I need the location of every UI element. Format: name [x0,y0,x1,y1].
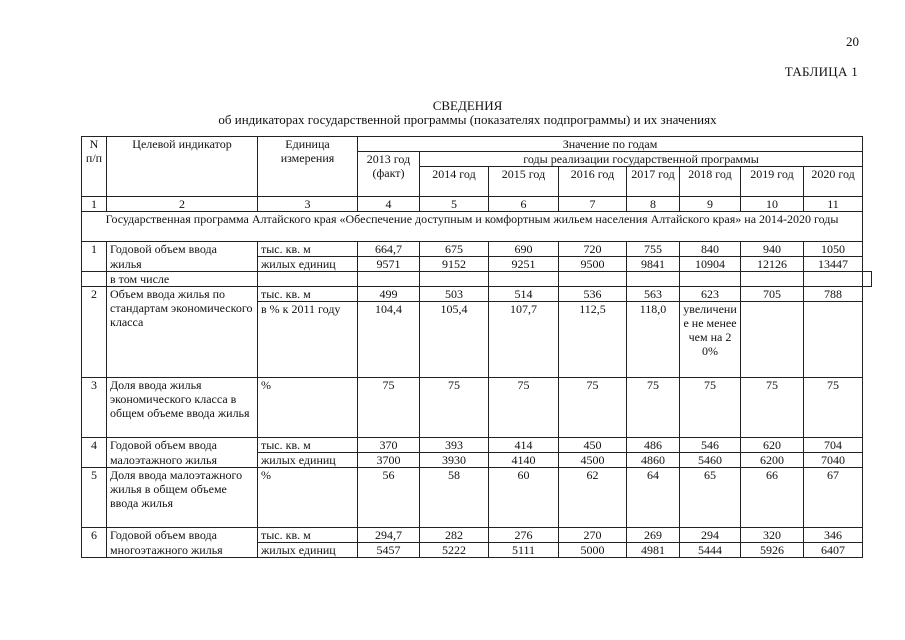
value-cell: 4500 [559,453,627,468]
value-cell: 282 [420,528,489,543]
value-cell: 1050 [804,242,863,257]
header-year: 2019 год [741,167,804,197]
value-cell: 788 [804,287,863,302]
value-cell: 3700 [358,453,420,468]
document-subtitle: об индикаторах государственной программы (показателях подпрограммы) и их значениях [218,112,717,127]
empty-cell [680,272,741,287]
value-cell: 107,7 [489,302,559,378]
value-cell: 675 [420,242,489,257]
value-cell: 546 [680,438,741,453]
value-cell: 486 [627,438,680,453]
value-cell [741,302,804,378]
header-values-by-year: Значение по годам [358,137,863,152]
value-cell: 58 [420,468,489,528]
value-cell: 705 [741,287,804,302]
value-cell: 294,7 [358,528,420,543]
empty-cell [741,272,804,287]
unit-text: тыс. кв. м [258,287,358,302]
page-number: 20 [846,34,859,49]
value-cell: 294 [680,528,741,543]
value-cell: 67 [804,468,863,528]
value-cell: 9251 [489,257,559,272]
table-label: ТАБЛИЦА 1 [784,64,858,79]
empty-cell [489,272,559,287]
value-cell: 940 [741,242,804,257]
row-number: 3 [82,378,107,438]
value-cell: 563 [627,287,680,302]
value-cell: 393 [420,438,489,453]
header-year: 2016 год [559,167,627,197]
empty-cell [420,272,489,287]
value-cell: 623 [680,287,741,302]
value-cell: 5111 [489,543,559,558]
unit-text: % [258,378,358,438]
indicators-table [81,136,872,558]
value-cell: 75 [627,378,680,438]
empty-cell [627,272,680,287]
indicator-text: Годовой объем ввода [107,242,258,257]
value-cell: 499 [358,287,420,302]
value-cell: 75 [489,378,559,438]
empty-cell [82,272,107,287]
indicator-text: жилья [107,257,258,272]
value-cell: 5926 [741,543,804,558]
header-year-2013: 2013 год (факт) [358,152,420,197]
column-number: 1 [82,197,107,212]
unit-text: тыс. кв. м [258,438,358,453]
value-cell: 5222 [420,543,489,558]
value-cell: 105,4 [420,302,489,378]
value-cell: 5460 [680,453,741,468]
value-cell: 320 [741,528,804,543]
value-cell: 9152 [420,257,489,272]
value-cell: 3930 [420,453,489,468]
value-cell: 62 [559,468,627,528]
unit-text: жилых единиц [258,543,358,558]
value-cell: 269 [627,528,680,543]
value-cell: 720 [559,242,627,257]
column-number: 11 [804,197,863,212]
value-cell: 503 [420,287,489,302]
indicator-text: Объем ввода жилья по стандартам экономического класса [107,287,258,378]
column-number: 9 [680,197,741,212]
value-cell: 66 [741,468,804,528]
value-cell: 75 [358,378,420,438]
indicator-text: Доля ввода малоэтажного жилья в общем объеме ввода жилья [107,468,258,528]
column-number: 4 [358,197,420,212]
value-cell: 75 [804,378,863,438]
value-cell: 514 [489,287,559,302]
value-cell: 13447 [804,257,863,272]
value-cell: 414 [489,438,559,453]
unit-text: в % к 2011 году [258,302,358,378]
unit-text: тыс. кв. м [258,528,358,543]
column-number: 10 [741,197,804,212]
header-indicator: Целевой индикатор [107,137,258,197]
value-cell: 840 [680,242,741,257]
value-cell: 56 [358,468,420,528]
column-number: 6 [489,197,559,212]
value-cell: 112,5 [559,302,627,378]
empty-cell [804,272,863,287]
document-title: СВЕДЕНИЯ [432,98,503,113]
indicator-text: Годовой объем ввода [107,528,258,543]
value-cell: 5457 [358,543,420,558]
column-number: 3 [258,197,358,212]
value-cell: 65 [680,468,741,528]
unit-text: тыс. кв. м [258,242,358,257]
value-cell: 5000 [559,543,627,558]
value-cell: 4140 [489,453,559,468]
header-year: 2020 год [804,167,863,197]
indicator-text: многоэтажного жилья [107,543,258,558]
value-cell: 10904 [680,257,741,272]
value-cell: 118,0 [627,302,680,378]
value-cell: 6200 [741,453,804,468]
value-cell: 664,7 [358,242,420,257]
value-cell: 270 [559,528,627,543]
value-cell: 104,4 [358,302,420,378]
value-cell: 64 [627,468,680,528]
row-number: 4 [82,438,107,468]
value-cell: 7040 [804,453,863,468]
value-cell: 9841 [627,257,680,272]
header-unit: Единица измерения [258,137,358,197]
indicator-text: Годовой объем ввода [107,438,258,453]
indicator-text: малоэтажного жилья [107,453,258,468]
row-number: 5 [82,468,107,528]
row-number: 2 [82,287,107,378]
value-cell: 690 [489,242,559,257]
value-cell: 276 [489,528,559,543]
indicator-text: Доля ввода жилья экономического класса в общем объеме ввода жилья [107,378,258,438]
value-cell: 704 [804,438,863,453]
value-cell: 60 [489,468,559,528]
value-cell: 450 [559,438,627,453]
header-num: N п/п [82,137,107,197]
value-cell: 75 [420,378,489,438]
subheading-text: в том числе [107,272,258,287]
value-cell: 536 [559,287,627,302]
unit-text: жилых единиц [258,257,358,272]
value-cell: 4981 [627,543,680,558]
row-number: 6 [82,528,107,558]
empty-cell [559,272,627,287]
unit-text: % [258,468,358,528]
unit-text: жилых единиц [258,453,358,468]
value-cell: 9571 [358,257,420,272]
empty-cell [358,272,420,287]
column-number: 5 [420,197,489,212]
column-number: 2 [107,197,258,212]
empty-cell [258,272,358,287]
value-cell: 370 [358,438,420,453]
value-cell: 5444 [680,543,741,558]
value-cell: 346 [804,528,863,543]
value-cell: увеличение не менее чем на 20% [680,302,741,378]
value-cell: 12126 [741,257,804,272]
column-number: 8 [627,197,680,212]
program-title: Государственная программа Алтайского края «Обеспечение доступным и комфортным жильем населения Алтайского края» на 2014-2020 годы [82,212,863,242]
header-year: 2015 год [489,167,559,197]
value-cell: 755 [627,242,680,257]
value-cell: 4860 [627,453,680,468]
value-cell: 75 [559,378,627,438]
header-year: 2017 год [627,167,680,197]
value-cell [804,302,863,378]
header-year: 2014 год [420,167,489,197]
value-cell: 9500 [559,257,627,272]
column-number: 7 [559,197,627,212]
value-cell: 6407 [804,543,863,558]
empty-cell [863,272,872,287]
row-number: 1 [82,242,107,272]
value-cell: 75 [680,378,741,438]
value-cell: 75 [741,378,804,438]
header-year: 2018 год [680,167,741,197]
header-program-years: годы реализации государственной программы [420,152,863,167]
value-cell: 620 [741,438,804,453]
